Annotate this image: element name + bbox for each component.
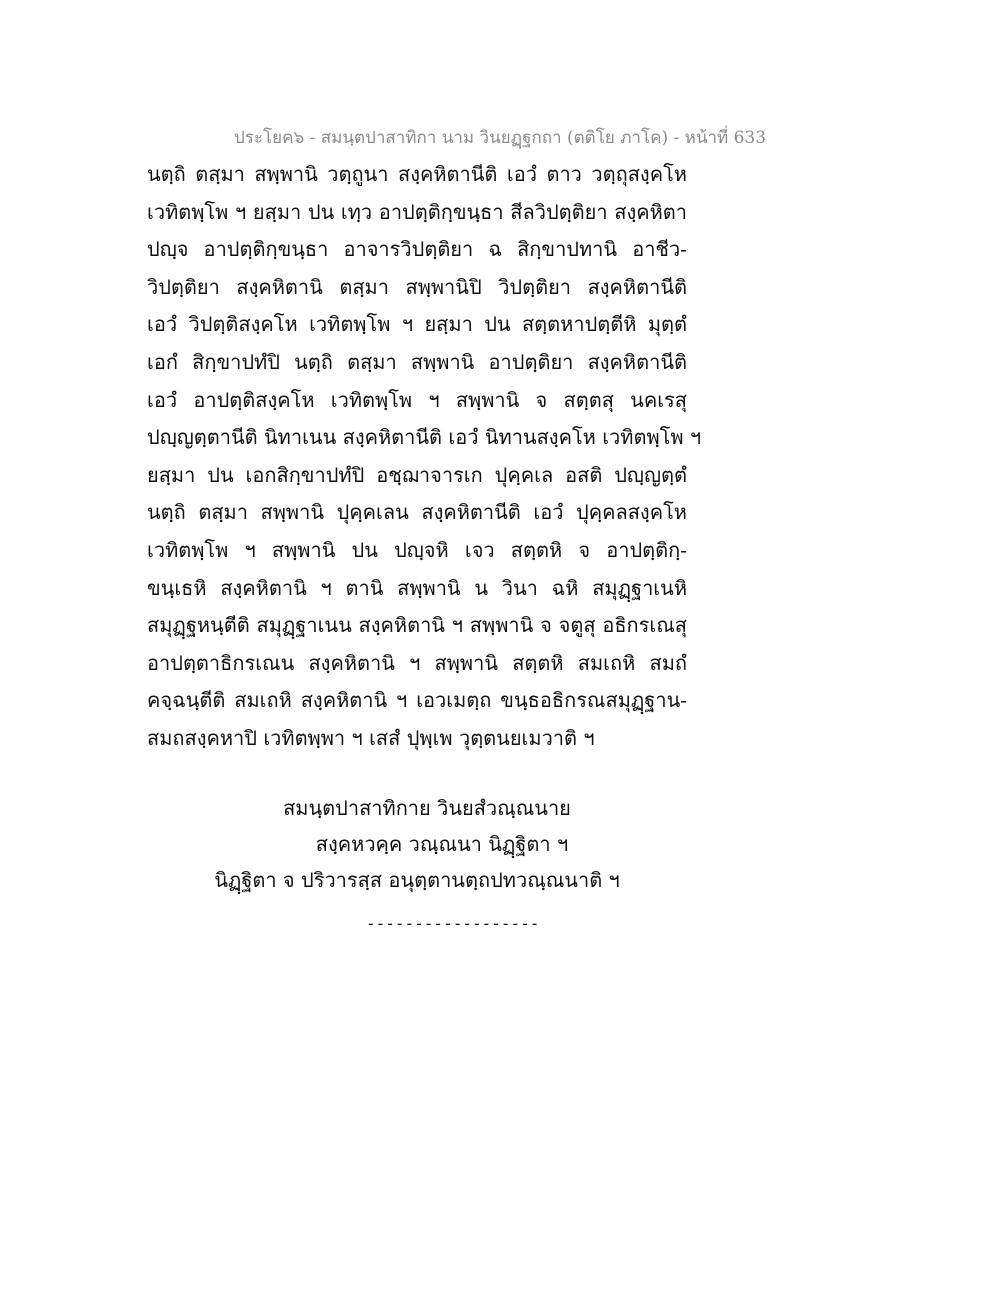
colophon-line-3: นิฏฺฐิตา จ ปริวารสฺส อนุตฺตานตฺถปทวณฺณนาติ ฯ: [214, 868, 620, 892]
text-line: เวทิตพฺโพ ฯ สพฺพานิ ปน ปญฺจหิ เจว สตฺตหิ จ อาปตฺติกฺ-: [147, 537, 687, 562]
text-line: สมุฏฺฐหนฺตีติ สมุฏฺฐาเนน สงฺคหิตานิ ฯ สพฺพานิ จ จตูสุ อธิกรเณสุ: [147, 613, 687, 638]
text-line: อาปตฺตาธิกรเณน สงฺคหิตานิ ฯ สพฺพานิ สตฺตหิ สมเถหิ สมถํ: [147, 650, 687, 675]
text-line: เอวํ อาปตฺติสงฺคโห เวทิตพฺโพ ฯ สพฺพานิ จ สตฺตสุ นคเรสุ: [147, 387, 687, 412]
text-line: ปญฺจ อาปตฺติกฺขนฺธา อาจารวิปตฺติยา ฉ สิกฺขาปทานิ อาชีว-: [147, 237, 687, 262]
text-line: เวทิตพฺโพ ฯ ยสฺมา ปน เทฺว อาปตฺติกฺขนฺธา สีลวิปตฺติยา สงฺคหิตา: [147, 199, 687, 224]
text-line: นตฺถิ ตสฺมา สพฺพานิ วตฺถูนา สงฺคหิตานีติ เอวํ ตาว วตฺถุสงฺคโห: [147, 162, 687, 186]
colophon-line-2: สงฺคหวคฺค วณฺณนา นิฏฺฐิตา ฯ: [315, 832, 569, 856]
text-line: ยสฺมา ปน เอกสิกฺขาปทํปิ อชฺฌาจารเก ปุคฺคเล อสติ ปญฺญตฺตํ: [147, 462, 687, 487]
text-line: วิปตฺติยา สงฺคหิตานิ ตสฺมา สพฺพานิปิ วิปตฺติยา สงฺคหิตานีติ: [147, 274, 687, 299]
text-line-last: สมถสงฺคหาปิ เวทิตพฺพา ฯ เสสํ ปุพฺเพ วุตฺตนยเมวาติ ฯ: [147, 725, 595, 750]
text-line: เอกํ สิกฺขาปทํปิ นตฺถิ ตสฺมา สพฺพานิ อาปตฺติยา สงฺคหิตานีติ: [147, 349, 687, 374]
running-header: ประโยค๖ - สมนฺตปาสาทิกา นาม วินยฏฺฐกถา (ตติโย ภาโค) - หน้าที่ 633: [233, 128, 767, 148]
text-line: ขนฺเธหิ สงฺคหิตานิ ฯ ตานิ สพฺพานิ น วินา ฉหิ สมุฏฺฐาเนหิ: [147, 575, 687, 600]
text-line: นตฺถิ ตสฺมา สพฺพานิ ปุคฺคเลน สงฺคหิตานีติ เอวํ ปุคฺคลสงฺคโห: [147, 500, 687, 525]
closing-colophon: [147, 790, 687, 898]
section-divider: ------------------: [366, 914, 540, 933]
body-text: [147, 156, 702, 758]
text-line: คจฺฉนฺตีติ สมเถหิ สงฺคหิตานิ ฯ เอวเมตฺถ ขนฺธอธิกรณสมุฏฺฐาน-: [147, 688, 687, 713]
text-line: ปญฺญตฺตานีติ นิทาเนน สงฺคหิตานีติ เอวํ นิทานสงฺคโห เวทิตพฺโพ ฯ: [147, 425, 702, 450]
text-line: เอวํ วิปตฺติสงฺคโห เวทิตพฺโพ ฯ ยสฺมา ปน สตฺตหาปตฺตีหิ มุตฺตํ: [147, 312, 687, 337]
colophon-line-1: สมนฺตปาสาทิกาย วินยสํวณฺณนาย: [283, 796, 571, 820]
